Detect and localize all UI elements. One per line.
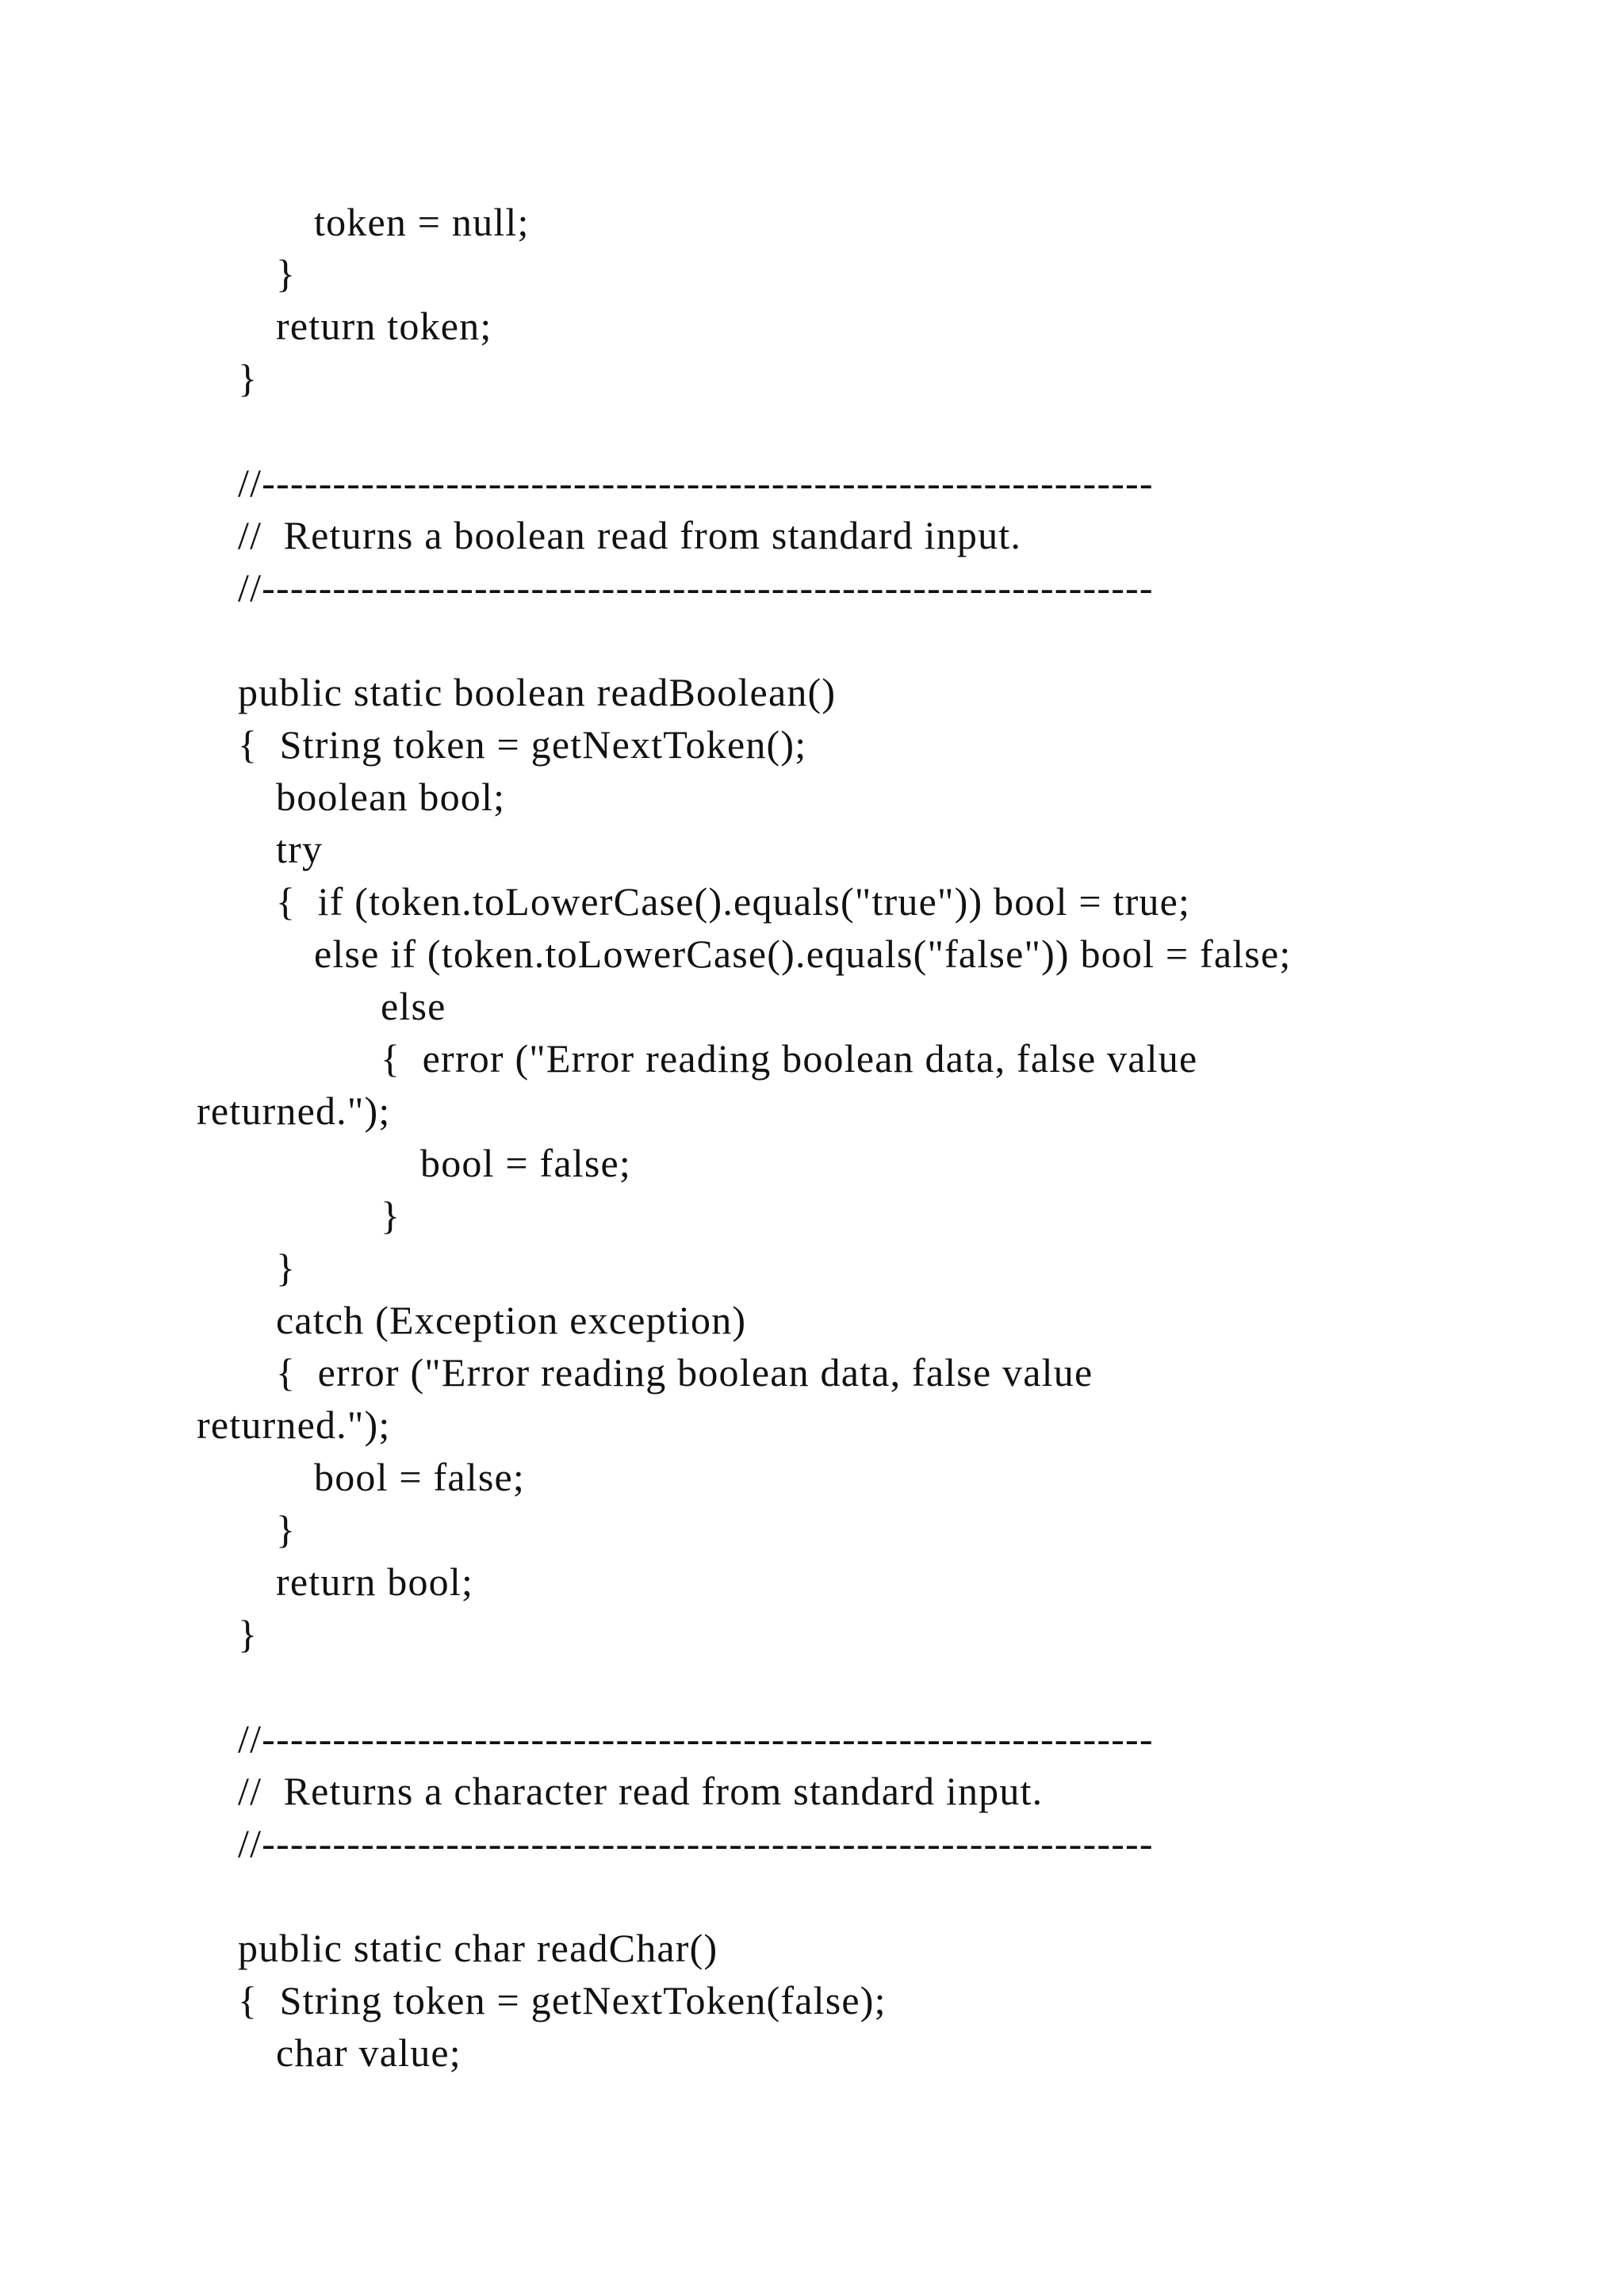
comment-rule: //---------------------------------------------------------------	[238, 1716, 1154, 1761]
code-line: }	[276, 1507, 297, 1552]
code-line: boolean bool;	[276, 775, 506, 819]
comment-rule: //---------------------------------------------------------------	[238, 461, 1154, 505]
code-line: }	[276, 251, 297, 296]
comment-line: // Returns a character read from standard input.	[238, 1769, 1044, 1813]
code-line: { String token = getNextToken();	[238, 722, 807, 767]
comment-rule: //---------------------------------------------------------------	[238, 565, 1154, 610]
comment-rule: //---------------------------------------------------------------	[238, 1821, 1154, 1866]
comment-line: // Returns a boolean read from standard input.	[238, 513, 1022, 557]
code-line: { error ("Error reading boolean data, false value	[276, 1350, 1094, 1395]
code-line: bool = false;	[420, 1141, 631, 1185]
code-line: else if (token.toLowerCase().equals("false")) bool = false;	[314, 932, 1292, 976]
code-line: returned.");	[197, 1089, 391, 1133]
method-signature: public static boolean readBoolean()	[238, 670, 837, 714]
code-line: catch (Exception exception)	[276, 1298, 747, 1342]
code-line: }	[238, 356, 259, 400]
code-line: bool = false;	[314, 1455, 525, 1499]
code-line: return token;	[276, 304, 492, 348]
method-signature: public static char readChar()	[238, 1926, 718, 1970]
code-line: }	[238, 1612, 259, 1656]
code-line: else	[381, 984, 446, 1028]
code-line: try	[276, 827, 324, 871]
code-line: }	[276, 1246, 297, 1290]
code-line: return bool;	[276, 1559, 474, 1604]
code-line: }	[381, 1193, 401, 1238]
code-line: returned.");	[197, 1402, 391, 1447]
code-line: { if (token.toLowerCase().equals("true")) bool = true;	[276, 879, 1191, 924]
code-line: char value;	[276, 2030, 462, 2075]
code-line: token = null;	[314, 200, 530, 244]
code-line: { error ("Error reading boolean data, false value	[381, 1036, 1198, 1081]
code-line: { String token = getNextToken(false);	[238, 1978, 887, 2022]
